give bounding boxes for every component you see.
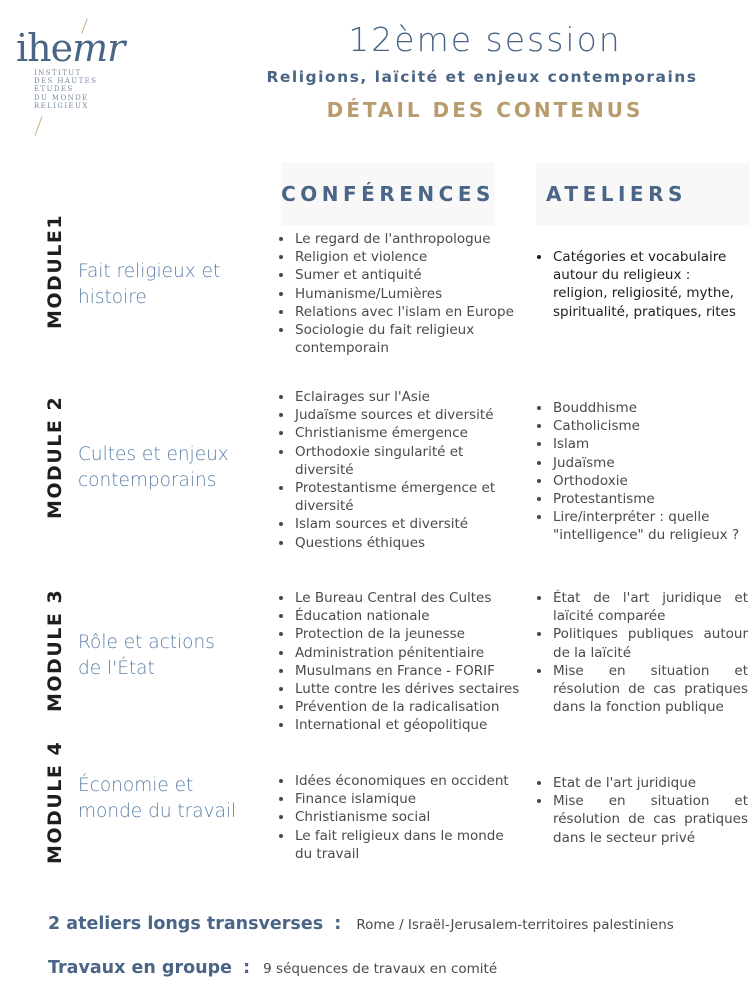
list-item: • Catégories et vocabulaire autour du religieux : religion, religiosité, mythe, spiritualité, pratiques, rites (552, 248, 748, 321)
logo-subtitle-line: RELIGIEUX (34, 101, 89, 110)
list-item: • Protestantisme (552, 490, 748, 508)
list-item: • Eclairages sur l'Asie (294, 388, 524, 406)
list-item: • Orthodoxie (552, 472, 748, 490)
logo-subtitle-line: DES HAUTES (34, 77, 98, 86)
group-work-label: Travaux en groupe (48, 958, 232, 978)
conferences-list (276, 772, 524, 863)
group-work-text: 9 séquences de travaux en comité (263, 961, 498, 977)
logo-word-plain: ihe (16, 26, 73, 70)
list-item: • Religion et violence (294, 248, 524, 266)
ateliers-list (534, 248, 748, 321)
list-item: • Administration pénitentiaire (294, 644, 524, 662)
column-header-label: CONFÉRENCES (281, 182, 495, 206)
ateliers-list (534, 589, 748, 716)
transverse-workshops-row (48, 914, 674, 934)
list-item: • Judaïsme sources et diversité (294, 406, 524, 424)
list-item: • Mise en situation et résolution de cas pratiques dans la fonction publique (552, 662, 748, 717)
logo-subtitle-line: ÉTUDES (34, 85, 74, 94)
list-item: • Idées économiques en occident (294, 772, 524, 790)
list-item: • Finance islamique (294, 790, 524, 808)
list-item: • Lire/interpréter : quelle "intelligence" du religieux ? (552, 508, 748, 544)
page-subtitle: Religions, laïcité et enjeux contemporains (266, 68, 698, 86)
list-item: • Prévention de la radicalisation (294, 698, 524, 716)
list-item: • Relations avec l'islam en Europe (294, 303, 524, 321)
conferences-list (276, 388, 524, 552)
logo-subtitle-line: INSTITUT (34, 69, 82, 77)
list-item: • Sociologie du fait religieux contemporain (294, 321, 524, 357)
logo-wordmark (16, 28, 124, 68)
list-item: • Christianisme social (294, 808, 524, 826)
ateliers-list (534, 774, 748, 847)
list-item: • Éducation nationale (294, 607, 524, 625)
list-item: • Le fait religieux dans le monde du travail (294, 827, 524, 863)
list-item: • Lutte contre les dérives sectaires (294, 680, 524, 698)
module-label: MODULE1 (44, 213, 66, 329)
module-title: Fait religieux et histoire (78, 261, 221, 308)
section-heading: DÉTAIL DES CONTENUS (326, 98, 644, 122)
transverse-workshops-colon: : (334, 914, 342, 934)
page-title: 12ème session (348, 20, 622, 59)
ihemr-logo (12, 18, 142, 136)
transverse-workshops-label: 2 ateliers longs transverses (48, 914, 324, 934)
logo-subtitle (34, 69, 97, 110)
module-title: Cultes et enjeux contemporains (78, 444, 229, 491)
list-item: • Protestantisme émergence et diversité (294, 479, 524, 515)
column-header-label: ATELIERS (546, 182, 687, 206)
list-item: • Islam sources et diversité (294, 515, 524, 533)
list-item: • Islam (552, 435, 748, 453)
list-item: • Musulmans en France - FORIF (294, 662, 524, 680)
list-item: • International et géopolitique (294, 716, 524, 734)
list-item: • Protection de la jeunesse (294, 625, 524, 643)
list-item: • Mise en situation et résolution de cas pratiques dans le secteur privé (552, 792, 748, 847)
list-item: • Bouddhisme (552, 399, 748, 417)
list-item: • Le regard de l'anthropologue (294, 230, 524, 248)
module-label: MODULE 2 (44, 395, 66, 519)
list-item: • Humanisme/Lumières (294, 285, 524, 303)
transverse-workshops-text: Rome / Israël-Jerusalem-territoires palestiniens (356, 917, 674, 933)
list-item: • État de l'art juridique et laïcité comparée (552, 589, 748, 625)
list-item: • Etat de l'art juridique (552, 774, 748, 792)
logo-accent-line-bottom (35, 116, 43, 135)
list-item: • Judaïsme (552, 454, 748, 472)
logo-word-italic: mr (72, 26, 125, 70)
list-item: • Politiques publiques autour de la laïcité (552, 625, 748, 661)
list-item: • Orthodoxie singularité et diversité (294, 443, 524, 479)
group-work-row (48, 958, 497, 978)
list-item: • Christianisme émergence (294, 424, 524, 442)
conferences-list (276, 230, 524, 357)
module-title: Économie et monde du travail (78, 775, 237, 822)
column-header-conferences (281, 163, 495, 225)
list-item: • Le Bureau Central des Cultes (294, 589, 524, 607)
column-header-ateliers (536, 163, 750, 225)
module-label: MODULE 3 (44, 588, 66, 712)
logo-subtitle-line: DU MONDE (34, 93, 89, 102)
module-title: Rôle et actions de l'État (78, 632, 215, 679)
list-item: • Catholicisme (552, 417, 748, 435)
conferences-list (276, 589, 524, 735)
module-label: MODULE 4 (44, 740, 66, 864)
group-work-colon: : (243, 958, 251, 978)
ateliers-list (534, 399, 748, 545)
list-item: • Sumer et antiquité (294, 266, 524, 284)
list-item: • Questions éthiques (294, 534, 524, 552)
